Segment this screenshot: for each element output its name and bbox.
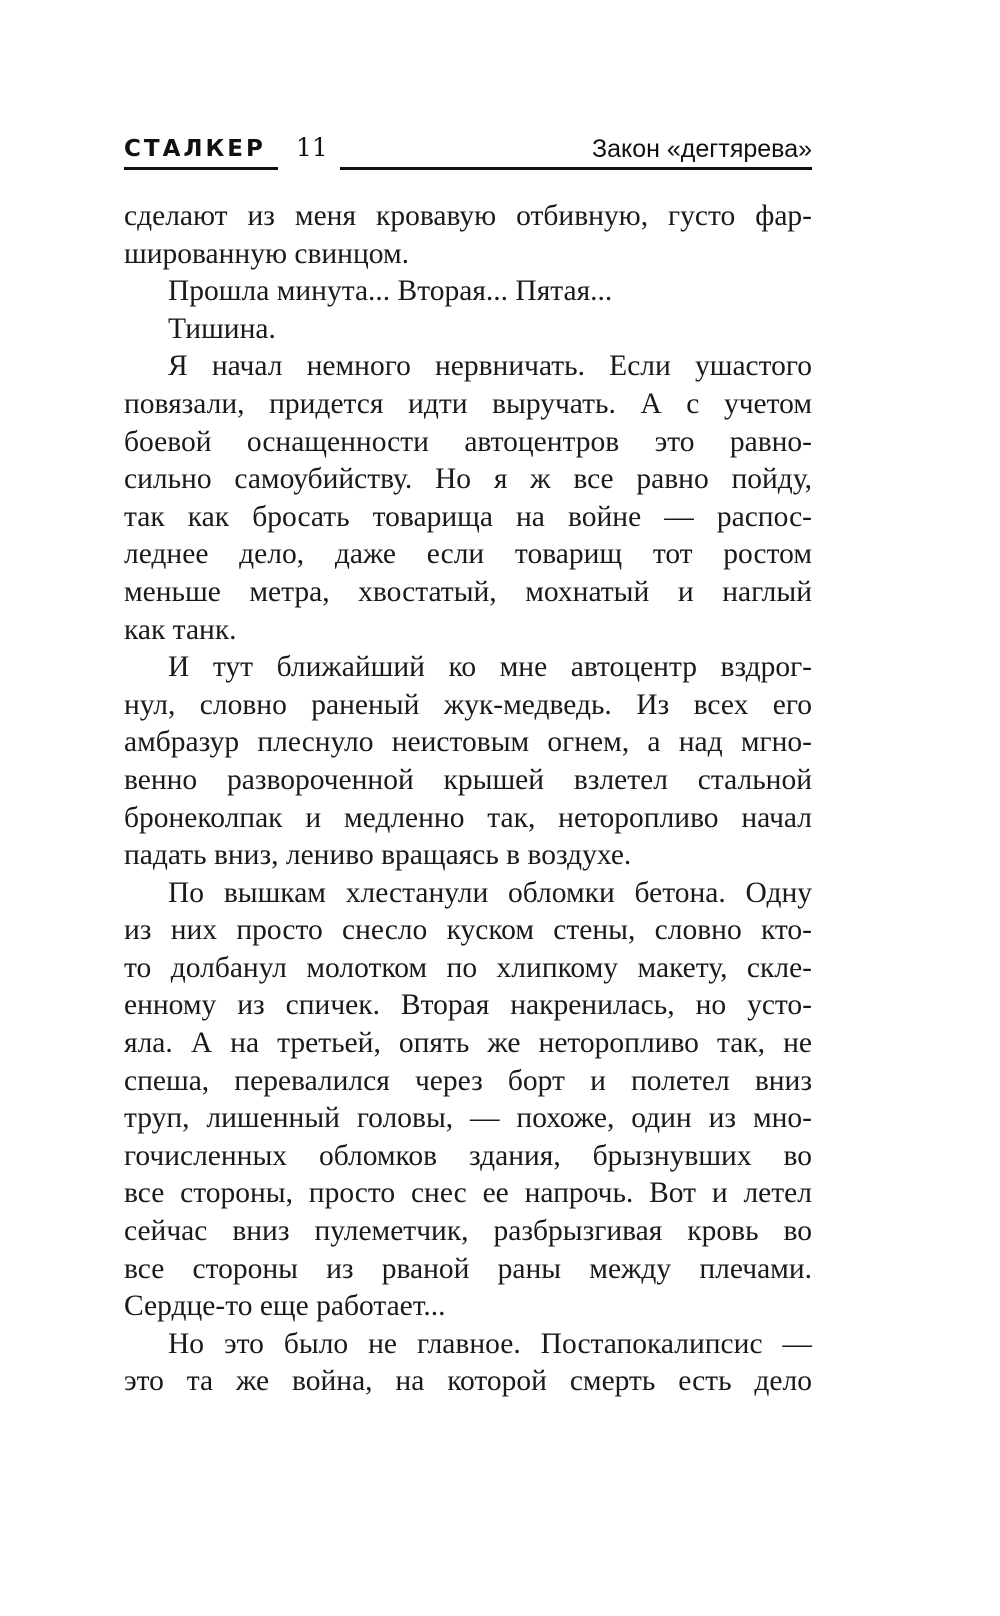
paragraph: [124, 348, 812, 649]
paragraph: [124, 311, 812, 349]
body-text: [124, 198, 812, 1401]
text-line: И тут ближайший ко мне автоцентр вздрог-: [168, 651, 812, 684]
text-line: Тишина.: [168, 312, 276, 345]
series-title: СТАЛКЕР: [124, 136, 266, 162]
text-line: гочисленных обломков здания, брызнувших во: [124, 1139, 812, 1172]
text-line: сделают из меня кровавую отбивную, густо фар-: [124, 200, 812, 232]
text-line: нул, словно раненый жук-медведь. Из всех его: [124, 688, 812, 721]
text-line: падать вниз, лениво вращаясь в воздухе.: [124, 839, 632, 872]
text-line: яла. А на третьей, опять же неторопливо так, не: [124, 1027, 812, 1060]
text-line: так как бросать товарища на войне — распос-: [124, 500, 812, 533]
text-line: спеша, перевалился через борт и полетел вниз: [124, 1064, 812, 1097]
text-line: венно развороченной крышей взлетел стальной: [124, 763, 812, 796]
header-rule-left: [124, 167, 278, 170]
page-number: 11: [296, 133, 328, 162]
text-line: леднее дело, даже если товарищ тот ростом: [124, 538, 812, 571]
paragraph: [124, 1326, 812, 1401]
text-line: сейчас вниз пулеметчик, разбрызгивая кровь во: [124, 1215, 812, 1248]
paragraph: [124, 198, 812, 273]
text-line: амбразур плеснуло неистовым огнем, а над мгно-: [124, 726, 812, 759]
text-line: это та же война, на которой смерть есть дело: [124, 1365, 812, 1398]
text-line: все стороны из рваной раны между плечами.: [124, 1252, 812, 1285]
paragraph: [124, 875, 812, 1326]
text-line: боевой оснащенности автоцентров это равно-: [124, 425, 812, 458]
text-line: повязали, придется идти выручать. А с учетом: [124, 387, 812, 420]
text-line: из них просто снесло куском стены, словно кто-: [124, 914, 812, 947]
paragraph: [124, 649, 812, 875]
text-line: Я начал немного нервничать. Если ушастого: [168, 350, 812, 383]
text-line: Прошла минута... Вторая... Пятая...: [168, 275, 613, 308]
paragraph: [124, 273, 812, 311]
book-title: Закон «дегтярева»: [592, 135, 812, 163]
header-rule-right: [340, 167, 812, 170]
text-line: все стороны, просто снес ее напрочь. Вот и летел: [124, 1177, 812, 1210]
text-line: Сердце-то еще работает...: [124, 1290, 446, 1323]
text-line: По вышкам хлестанули обломки бетона. Одну: [168, 876, 812, 909]
text-line: енному из спичек. Вторая накренилась, но усто-: [124, 989, 812, 1022]
text-line: то долбанул молотком по хлипкому макету, скле-: [124, 951, 812, 984]
text-line: бронеколпак и медленно так, неторопливо начал: [124, 801, 812, 834]
text-line: сильно самоубийству. Но я ж все равно пойду,: [124, 463, 812, 496]
text-line: как танк.: [124, 613, 237, 646]
text-line: труп, лишенный головы, — похоже, один из мно-: [124, 1102, 812, 1135]
text-line: Но это было не главное. Постапокалипсис —: [168, 1327, 812, 1360]
text-line: меньше метра, хвостатый, мохнатый и наглый: [124, 575, 812, 608]
running-header: [124, 128, 812, 172]
text-line: шированную свинцом.: [124, 237, 409, 270]
